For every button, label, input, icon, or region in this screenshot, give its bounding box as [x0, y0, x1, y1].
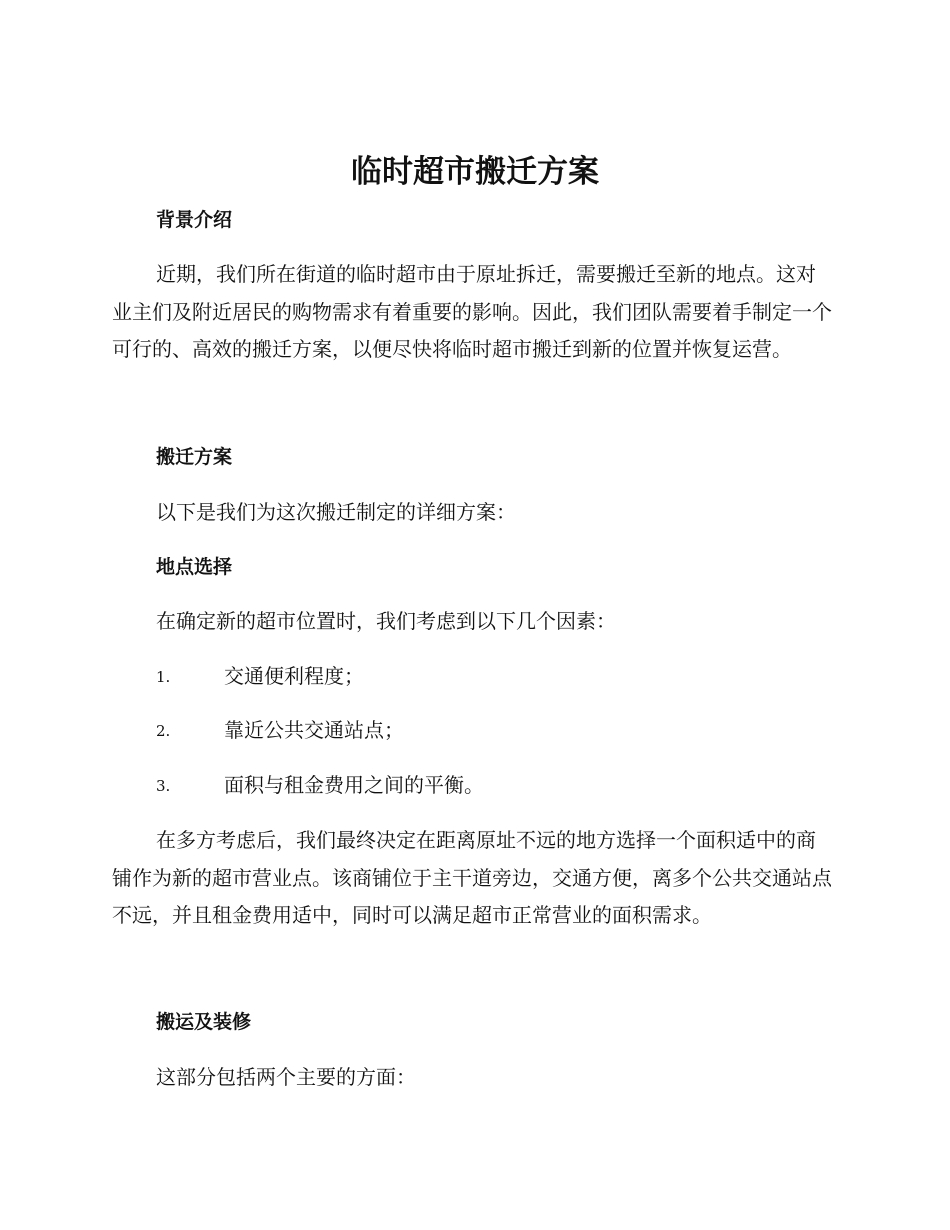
document-title: 临时超市搬迁方案	[351, 154, 599, 190]
list-item-number: 1.	[156, 668, 171, 686]
section-heading-moving: 搬运及装修	[156, 1011, 252, 1033]
plan-intro: 以下是我们为这次搬迁制定的详细方案：	[156, 500, 516, 524]
section-heading-location: 地点选择	[156, 556, 233, 578]
list-item-text: 交通便利程度；	[224, 664, 364, 688]
section-heading-plan: 搬迁方案	[156, 446, 233, 468]
background-paragraph: 近期，我们所在街道的临时超市由于原址拆迁，需要搬迁至新的地点。这对业主们及附近居民的购物需求有着重要的影响。因此，我们团队需要着手制定一个可行的、高效的搬迁方案，以便尽快将临时超市搬迁到新的位置并恢复运营。	[112, 262, 832, 361]
list-item-text: 靠近公共交通站点；	[224, 718, 404, 742]
list-item-number: 2.	[156, 722, 171, 740]
moving-intro: 这部分包括两个主要的方面：	[156, 1065, 416, 1089]
location-intro: 在确定新的超市位置时，我们考虑到以下几个因素：	[156, 609, 616, 633]
list-item-text: 面积与租金费用之间的平衡。	[224, 773, 484, 797]
section-heading-background: 背景介绍	[156, 209, 233, 231]
location-conclusion-paragraph: 在多方考虑后，我们最终决定在距离原址不远的地方选择一个面积适中的商铺作为新的超市营业点。该商铺位于主干道旁边，交通方便，离多个公共交通站点不远，并且租金费用适中，同时可以满足超市正常营业的面积需求。	[112, 828, 832, 927]
list-item-number: 3.	[156, 777, 171, 795]
